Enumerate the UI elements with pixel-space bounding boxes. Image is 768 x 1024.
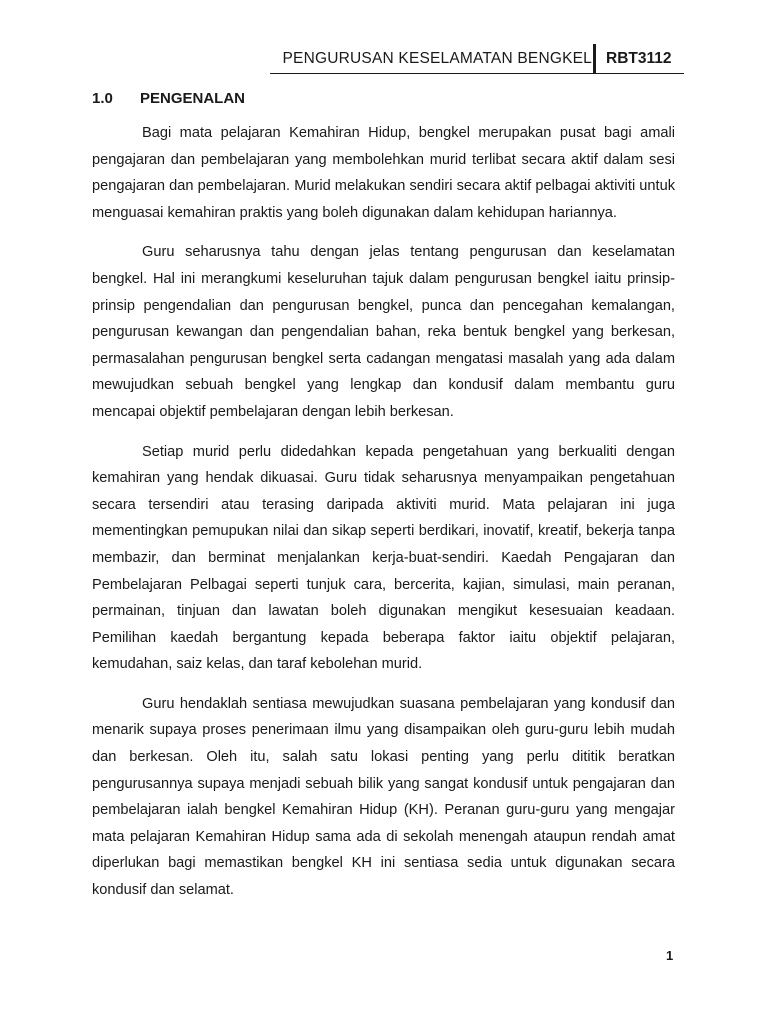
running-header: [0, 44, 768, 76]
paragraph: Setiap murid perlu didedahkan kepada pengetahuan yang berkualiti dengan kemahiran yang hendak dikuasai. Guru tidak seharusnya menyampaikan pengetahuan secara tersendiri atau terasing daripada aktiviti murid. Mata pelajaran ini juga mementingkan pemupukan nilai dan sikap seperti berdikari, inovatif, kreatif, bekerja tanpa membazir, dan berminat menjalankan kerja-buat-sendiri. Kaedah Pengajaran dan Pembelajaran Pelbagai seperti tunjuk cara, bercerita, kajian, simulasi, main peranan, permainan, tinjuan dan lawatan boleh digunakan mengikut kesesuaian keadaan. Pemilihan kaedah bergantung kepada beberapa faktor iaitu objektif pelajaran, kemudahan, saiz kelas, dan taraf kebolehan murid.: [92, 443, 675, 673]
paragraph: Guru hendaklah sentiasa mewujudkan suasana pembelajaran yang kondusif dan menarik supaya proses penerimaan ilmu yang disampaikan oleh guru-guru lebih mudah dan berkesan. Oleh itu, salah satu lokasi penting yang perlu dititik beratkan pengurusannya supaya menjadi sebuah bilik yang sangat kondusif untuk pengajaran dan pembelajaran ialah bengkel Kemahiran Hidup (KH). Peranan guru-guru yang mengajar mata pelajaran Kemahiran Hidup sama ada di sekolah menengah ataupun rendah amat diperlukan bagi memastikan bengkel KH ini sentiasa sedia untuk digunakan secara kondusif dan selamat.: [92, 695, 675, 899]
paragraph: Bagi mata pelajaran Kemahiran Hidup, bengkel merupakan pusat bagi amali pengajaran dan pembelajaran yang membolehkan murid terlibat secara aktif dalam sesi pengajaran dan pembelajaran. Murid melakukan sendiri secara aktif pelbagai aktiviti untuk menguasai kemahiran praktis yang boleh digunakan dalam kehidupan hariannya.: [92, 125, 675, 221]
body-text: [92, 120, 675, 904]
page-number: 1: [666, 948, 674, 963]
section-number: 1.0: [92, 90, 113, 107]
header-title: PENGURUSAN KESELAMATAN BENGKEL: [282, 50, 592, 67]
section-title: PENGENALAN: [140, 90, 246, 107]
header-divider: [593, 44, 596, 74]
header-rule: [270, 73, 684, 74]
paragraph: Guru seharusnya tahu dengan jelas tentang pengurusan dan keselamatan bengkel. Hal ini merangkumi keseluruhan tajuk dalam pengurusan bengkel iaitu prinsip-prinsip pengendalian dan pengurusan bengkel, punca dan pencegahan kemalangan, pengurusan kewangan dan pengendalian bahan, reka bentuk bengkel yang berkesan, permasalahan pengurusan bengkel serta cadangan mengatasi masalah yang ada dalam mewujudkan sebuah bengkel yang lengkap dan kondusif dalam membantu guru mencapai objektif pembelajaran dengan lebih berkesan.: [92, 244, 675, 420]
course-code: RBT3112: [606, 50, 672, 67]
section-heading: [92, 90, 245, 107]
